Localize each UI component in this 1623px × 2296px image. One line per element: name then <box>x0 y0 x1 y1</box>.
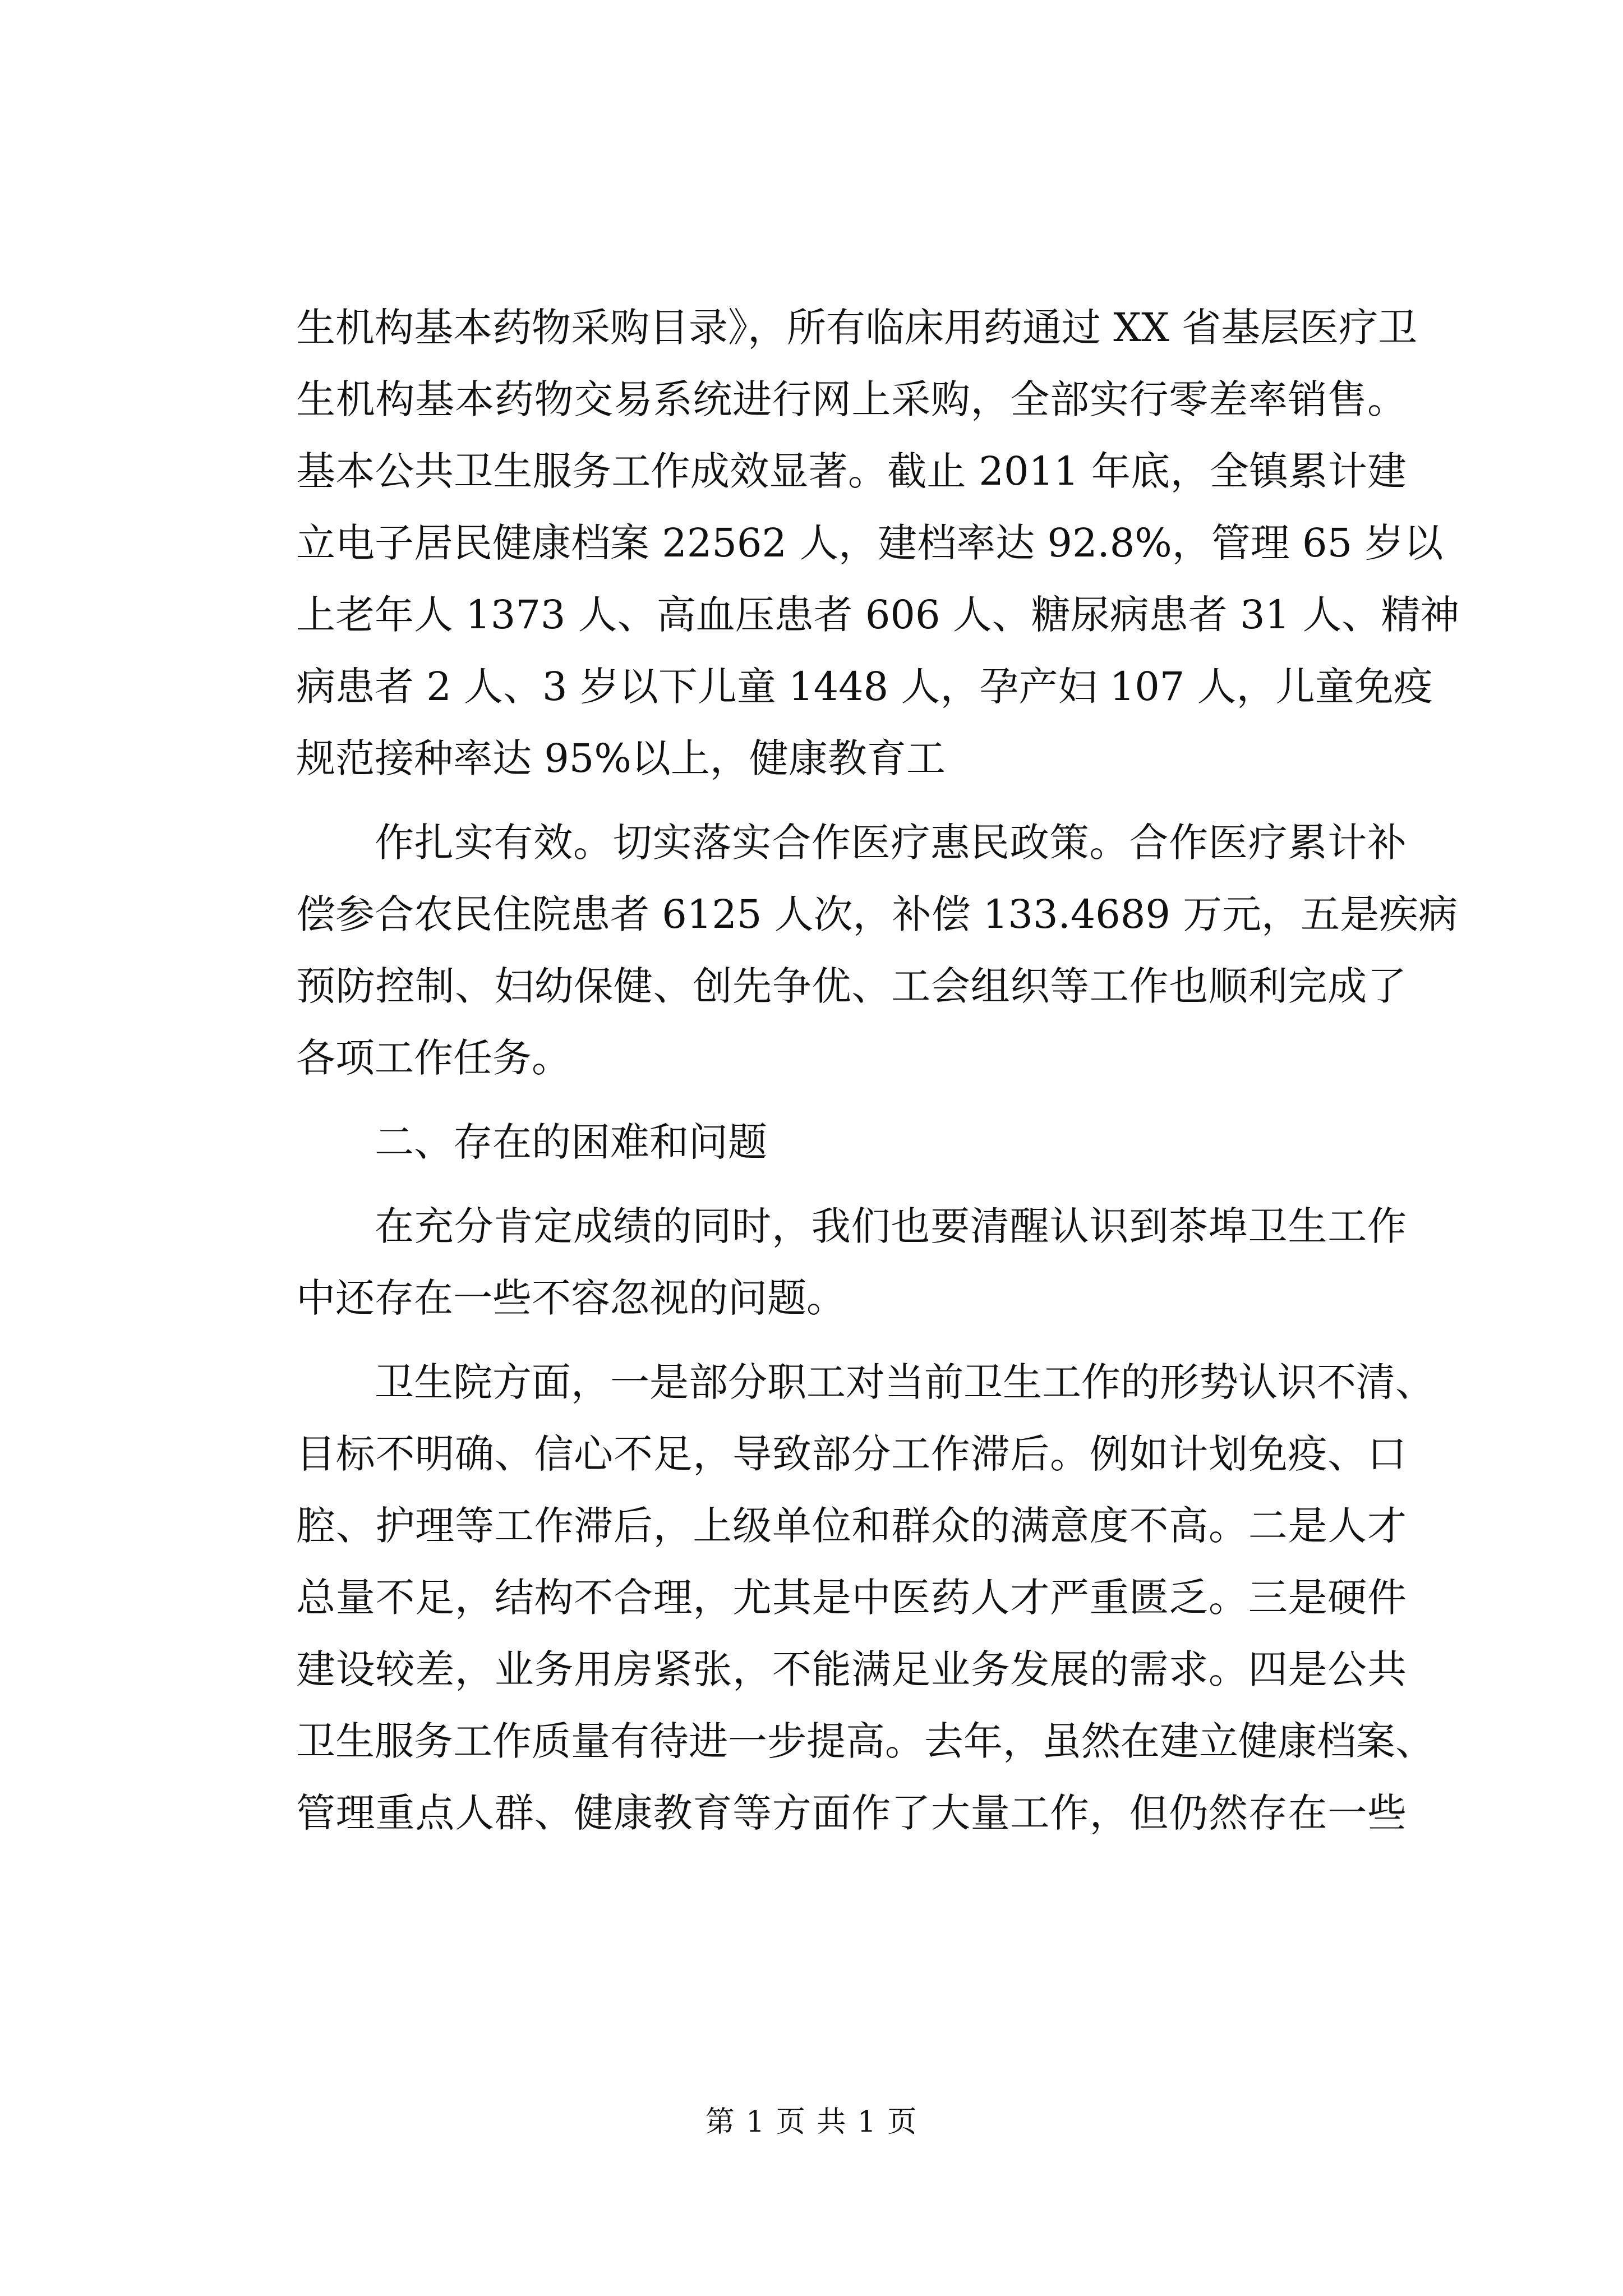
paragraph-first-line: 在充分肯定成绩的同时，我们也要清醒认识到茶埠卫生工作 <box>375 1203 1407 1249</box>
paragraph-first-line: 作扎实有效。切实落实合作医疗惠民政策。合作医疗累计补 <box>375 820 1407 866</box>
text-line: 立电子居民健康档案 22562 人，建档率达 92.8%，管理 65 岁以 <box>296 520 1444 566</box>
document-body <box>296 292 1460 1849</box>
text-line: 卫生服务工作质量有待进一步提高。去年，虽然在建立健康档案、 <box>296 1718 1435 1764</box>
text-line: 总量不足，结构不合理，尤其是中医药人才严重匮乏。三是硬件 <box>296 1575 1407 1621</box>
text-line: 病患者 2 人、3 岁以下儿童 1448 人，孕产妇 107 人，儿童免疫 <box>296 664 1433 710</box>
text-line: 上老年人 1373 人、高血压患者 606 人、糖尿病患者 31 人、精神 <box>296 592 1460 638</box>
text-line: 管理重点人群、健康教育等方面作了大量工作，但仍然存在一些 <box>296 1790 1407 1836</box>
text-line: 预防控制、妇幼保健、创先争优、工会组织等工作也顺利完成了 <box>296 963 1407 1009</box>
page-number-footer: 第 1 页 共 1 页 <box>705 2105 918 2139</box>
section-heading: 二、存在的困难和问题 <box>375 1119 767 1165</box>
text-line: 偿参合农民住院患者 6125 人次，补偿 133.4689 万元，五是疾病 <box>296 891 1458 937</box>
text-line: 生机构基本药物采购目录》，所有临床用药通过 XX 省基层医疗卫 <box>296 305 1418 351</box>
text-line: 目标不明确、信心不足，导致部分工作滞后。例如计划免疫、口 <box>296 1431 1407 1477</box>
text-line: 基本公共卫生服务工作成效显著。截止 2011 年底，全镇累计建 <box>296 448 1407 494</box>
text-line: 中还存在一些不容忽视的问题。 <box>296 1275 846 1321</box>
text-line: 腔、护理等工作滞后，上级单位和群众的满意度不高。二是人才 <box>296 1503 1407 1549</box>
text-line: 生机构基本药物交易系统进行网上采购，全部实行零差率销售。 <box>296 376 1407 422</box>
text-line: 建设较差，业务用房紧张，不能满足业务发展的需求。四是公共 <box>296 1646 1407 1692</box>
paragraph-first-line: 卫生院方面，一是部分职工对当前卫生工作的形势认识不清、 <box>375 1359 1435 1405</box>
text-line: 各项工作任务。 <box>296 1035 571 1081</box>
text-line: 规范接种率达 95%以上，健康教育工 <box>296 735 946 781</box>
